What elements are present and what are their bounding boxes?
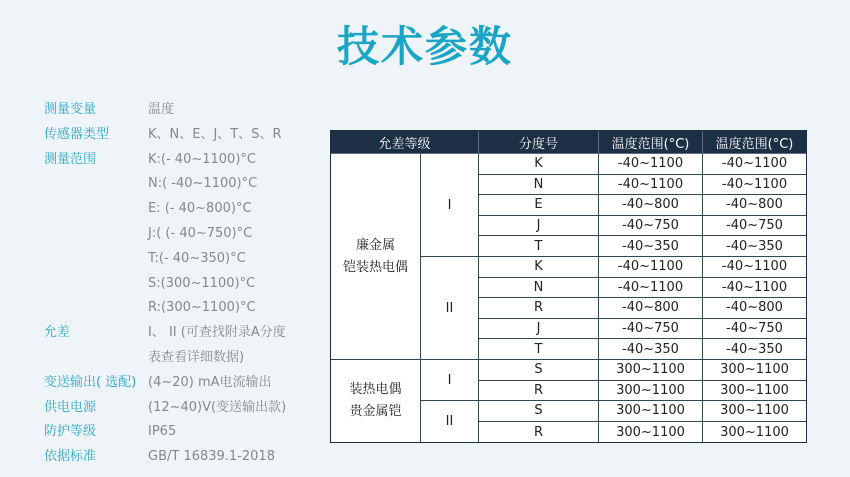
temp-range-value: -40~1100 bbox=[599, 154, 703, 175]
spec-row bbox=[44, 296, 344, 320]
group-name-line: 铠装热电偶 bbox=[342, 259, 408, 275]
graduation-code: N bbox=[479, 175, 599, 196]
temp-range-value: -40~750 bbox=[703, 216, 806, 237]
spec-value: IP65 bbox=[148, 424, 177, 440]
group-name-line: 廉金属 bbox=[355, 237, 395, 253]
page-title: 技术参数 bbox=[336, 22, 513, 71]
spec-value: GB/T 16839.1-2018 bbox=[148, 449, 275, 465]
temp-range-value: -40~800 bbox=[599, 195, 703, 216]
spec-value: (12~40)V(变送输出款) bbox=[148, 399, 287, 415]
group-name bbox=[331, 154, 421, 360]
spec-row bbox=[44, 371, 344, 395]
temp-range-value: 300~1100 bbox=[720, 424, 789, 440]
temp-range-value: -40~350 bbox=[703, 236, 806, 257]
temp-range-value: -40~1100 bbox=[599, 278, 703, 299]
temp-range-value: -40~800 bbox=[703, 195, 806, 216]
spec-value: K:(- 40~1100)°C bbox=[148, 151, 256, 167]
header-tolerance-class: 允差等级 bbox=[331, 131, 479, 154]
temp-range-value: -40~1100 bbox=[703, 257, 806, 278]
group-name bbox=[331, 360, 421, 442]
header-graduation: 分度号 bbox=[479, 131, 599, 154]
header-temp-range-1: 温度范围(°C) bbox=[599, 131, 703, 154]
spec-value: E: (- 40~800)°C bbox=[148, 201, 252, 217]
spec-row bbox=[44, 420, 344, 444]
temp-range-value: -40~1100 bbox=[703, 154, 806, 175]
graduation-code: J bbox=[479, 319, 599, 340]
spec-label: 供电电源 bbox=[44, 399, 97, 415]
spec-row bbox=[44, 247, 344, 271]
graduation-code: S bbox=[479, 401, 599, 422]
temp-range-value: 300~1100 bbox=[599, 422, 703, 443]
spec-row bbox=[44, 222, 344, 246]
spec-value: S:(300~1100)°C bbox=[148, 275, 256, 291]
temp-range-value: -40~800 bbox=[703, 298, 806, 319]
spec-value: (4~20) mA电流输出 bbox=[148, 374, 272, 390]
tolerance-table bbox=[330, 130, 807, 443]
spec-label: 测量范围 bbox=[44, 151, 97, 167]
graduation-code: T bbox=[479, 236, 599, 257]
temp-range-value: -40~350 bbox=[703, 339, 806, 360]
spec-value: T:(- 40~350)°C bbox=[148, 250, 246, 266]
temp-range-value: -40~750 bbox=[599, 216, 703, 237]
spec-label: 传感器类型 bbox=[44, 126, 110, 142]
spec-label: 依据标准 bbox=[44, 449, 97, 465]
spec-label: 允差 bbox=[44, 325, 71, 341]
spec-row bbox=[44, 197, 344, 221]
tolerance-class: I bbox=[421, 154, 479, 257]
spec-row bbox=[44, 123, 344, 147]
spec-row bbox=[44, 148, 344, 172]
temp-range-value: 300~1100 bbox=[599, 381, 703, 402]
temp-range-value: -40~1100 bbox=[703, 278, 806, 299]
spec-row bbox=[44, 98, 344, 122]
spec-label: 测量变量 bbox=[44, 102, 97, 117]
spec-row bbox=[44, 272, 344, 296]
spec-value: R:(300~1100)°C bbox=[148, 300, 256, 316]
spec-row bbox=[44, 321, 344, 345]
spec-value: I、 II (可查找附录A分度 bbox=[148, 325, 286, 341]
temp-range-value: -40~350 bbox=[599, 236, 703, 257]
graduation-code: R bbox=[479, 298, 599, 319]
group-name-line: 贵金属铠 bbox=[349, 404, 402, 420]
spec-value: 表查看详细数据) bbox=[148, 350, 245, 365]
temp-range-value: 300~1100 bbox=[599, 360, 703, 381]
temp-range-value: 300~1100 bbox=[703, 381, 806, 402]
temp-range-value: 300~1100 bbox=[599, 401, 703, 422]
group-name-line: 装热电偶 bbox=[349, 382, 402, 398]
spec-label: 防护等级 bbox=[44, 424, 97, 440]
graduation-code: T bbox=[479, 339, 599, 360]
graduation-code: R bbox=[479, 422, 599, 443]
graduation-code: K bbox=[479, 257, 599, 278]
graduation-code: S bbox=[479, 360, 599, 381]
temp-range-value: 300~1100 bbox=[703, 401, 806, 422]
temp-range-value: -40~750 bbox=[599, 319, 703, 340]
spec-row bbox=[44, 396, 344, 420]
temp-range-value: -40~1100 bbox=[599, 175, 703, 196]
spec-label: 变送输出( 选配) bbox=[44, 374, 137, 390]
graduation-code: J bbox=[479, 216, 599, 237]
spec-value: K、N、E、J、T、S、R bbox=[148, 126, 282, 142]
spec-row bbox=[44, 445, 344, 469]
temp-range-value: 300~1100 bbox=[703, 360, 806, 381]
tolerance-class: I bbox=[421, 360, 479, 401]
header-temp-range-2: 温度范围(°C) bbox=[703, 131, 806, 154]
tolerance-class: II bbox=[421, 257, 479, 360]
spec-row bbox=[44, 346, 344, 370]
temp-range-value: -40~800 bbox=[599, 298, 703, 319]
graduation-code: R bbox=[479, 381, 599, 402]
graduation-code: N bbox=[479, 278, 599, 299]
temp-range-value: -40~750 bbox=[703, 319, 806, 340]
spec-value: N:( -40~1100)°C bbox=[148, 176, 258, 192]
spec-value: J:( (- 40~750)°C bbox=[148, 226, 253, 241]
temp-range-value: -40~1100 bbox=[703, 175, 806, 196]
temp-range-value: -40~1100 bbox=[599, 257, 703, 278]
tolerance-class: II bbox=[421, 401, 479, 442]
graduation-code: E bbox=[479, 195, 599, 216]
spec-row bbox=[44, 172, 344, 196]
temp-range-value: -40~350 bbox=[599, 339, 703, 360]
spec-value: 温度 bbox=[148, 102, 175, 117]
graduation-code: K bbox=[479, 154, 599, 175]
